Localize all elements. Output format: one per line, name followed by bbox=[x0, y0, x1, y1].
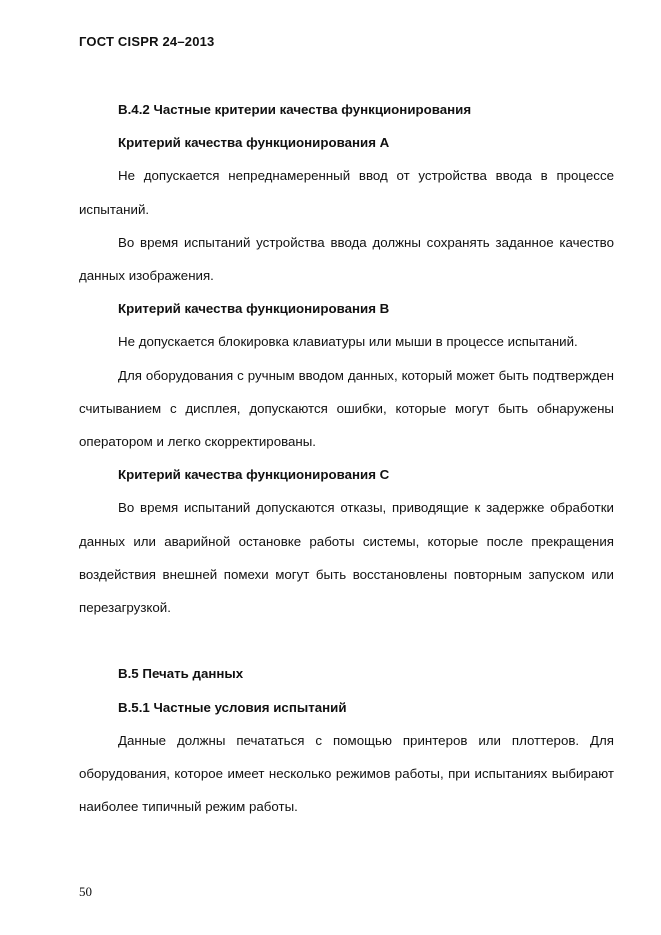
criterion-a-paragraph-2: Во время испытаний устройства ввода должны сохранять заданное качество данных изображения. bbox=[79, 234, 614, 284]
document-body bbox=[79, 93, 614, 823]
criterion-b-paragraph-2: Для оборудования с ручным вводом данных, который может быть подтвержден считыванием с дисплея, допускаются ошибки, которые могут быть обнаружены оператором и легко скорректированы. bbox=[79, 367, 614, 450]
criterion-a-heading: Критерий качества функционирования А bbox=[118, 135, 390, 151]
criterion-b-heading: Критерий качества функционирования В bbox=[118, 301, 390, 317]
section-spacer bbox=[79, 624, 614, 657]
section-heading-b42: В.4.2 Частные критерии качества функционирования bbox=[118, 102, 472, 117]
section-heading-b51: В.5.1 Частные условия испытаний bbox=[118, 699, 347, 715]
section-b51-paragraph-1: Данные должны печататься с помощью принтеров или плоттеров. Для оборудования, которое имеет несколько режимов работы, при испытаниях выбирают наиболее типичный режим работы. bbox=[79, 732, 614, 815]
criterion-a-paragraph-1: Не допускается непреднамеренный ввод от устройства ввода в процессе испытаний. bbox=[79, 168, 614, 217]
criterion-c-heading: Критерий качества функционирования С bbox=[118, 467, 390, 483]
criterion-b-paragraph-1: Не допускается блокировка клавиатуры или мыши в процессе испытаний. bbox=[118, 334, 578, 350]
document-header: ГОСТ CISPR 24–2013 bbox=[79, 34, 215, 49]
criterion-c-paragraph-1: Во время испытаний допускаются отказы, приводящие к задержке обработки данных или аварийной остановке работы системы, которые после прекращения воздействия внешней помехи могут быть восстановлены повторным запуском или перезагрузкой. bbox=[79, 500, 614, 616]
section-heading-b5: В.5 Печать данных bbox=[118, 666, 244, 682]
page-number: 50 bbox=[79, 884, 92, 899]
